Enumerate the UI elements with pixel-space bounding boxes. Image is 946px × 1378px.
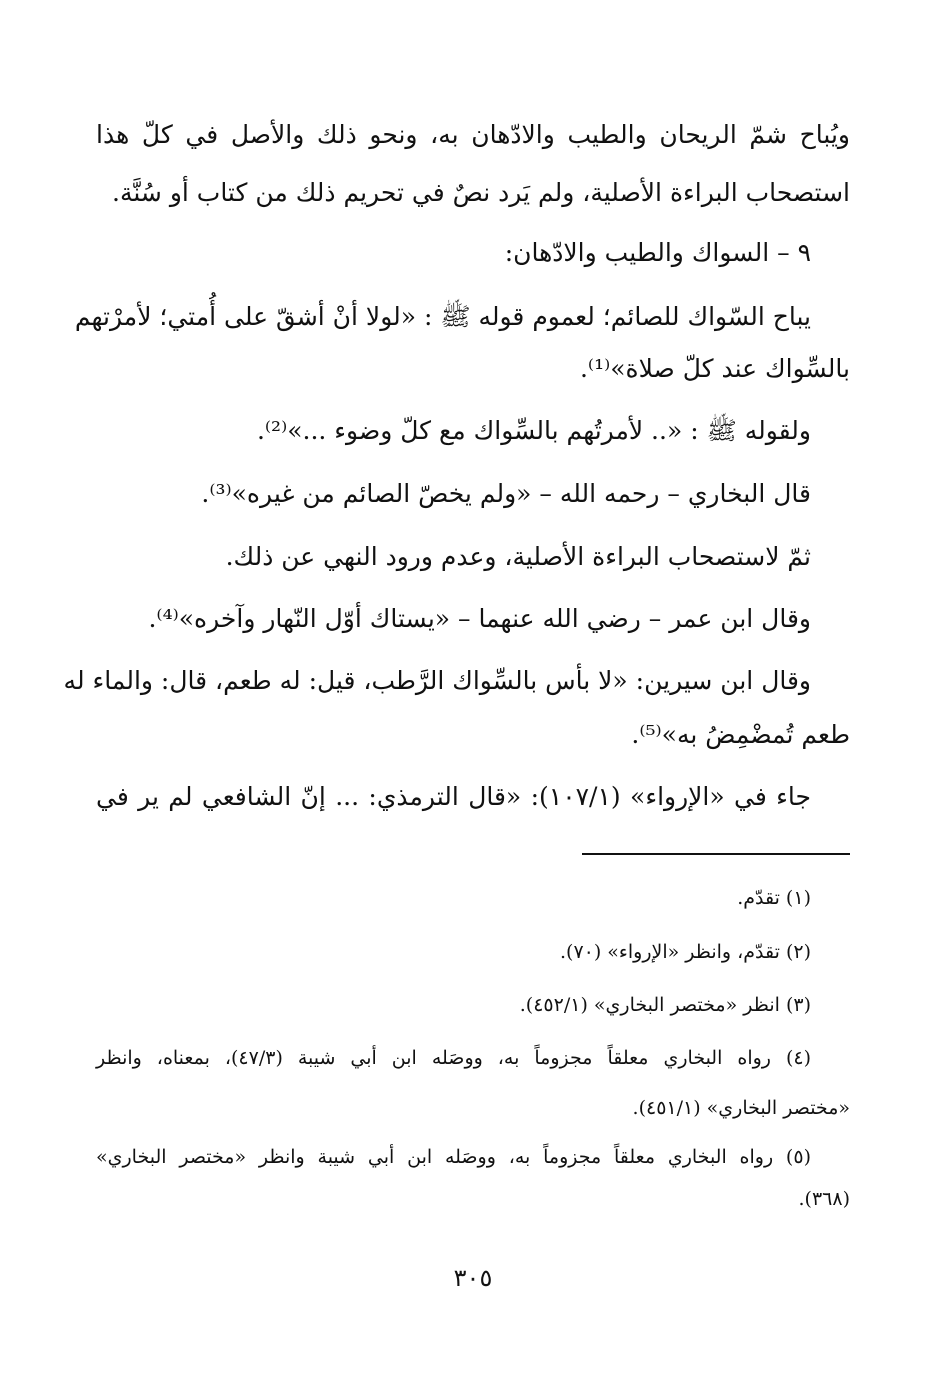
- body-line: طعم تُمضْمِضُ به»⁽⁵⁾.: [631, 720, 850, 749]
- body-line: بالسِّواك عند كلّ صلاة»⁽¹⁾.: [579, 354, 850, 383]
- body-line: قال البخاري – رحمه الله – «ولم يخصّ الصائم من غيره»⁽³⁾.: [201, 479, 811, 508]
- body-line: وقال ابن سيرين: «لا بأس بالسِّواك الرَّطب، قيل: له طعم، قال: والماء له: [63, 666, 811, 695]
- body-line: ولقوله ﷺ : «.. لأمرتُهم بالسِّواك مع كلّ وضوء ...»⁽²⁾.: [256, 416, 811, 445]
- footnote: (٤) رواه البخاري معلقاً مجزوماً به، ووصَله ابن أبي شيبة (٤٧/٣)، بمعناه، وانظر: [96, 1047, 812, 1069]
- body-line: استصحاب البراءة الأصلية، ولم يَرد نصٌ في تحريم ذلك من كتاب أو سُنَّة.: [112, 178, 850, 207]
- footnote: (٣٦٨).: [798, 1188, 850, 1210]
- footnote: (٥) رواه البخاري معلقاً مجزوماً به، ووصَله ابن أبي شيبة وانظر «مختصر البخاري»: [96, 1146, 811, 1168]
- footnote-divider: [582, 853, 850, 855]
- body-line: ثمّ لاستصحاب البراءة الأصلية، وعدم ورود النهي عن ذلك.: [225, 542, 811, 571]
- footnote: «مختصر البخاري» (٤٥١/١).: [632, 1097, 850, 1119]
- body-line: ويُباح شمّ الريحان والطيب والادّهان به، ونحو ذلك والأصل في كلّ هذا: [96, 120, 850, 149]
- section-heading: ٩ – السواك والطيب والادّهان:: [504, 238, 811, 267]
- footnote: (٢) تقدّم، وانظر «الإرواء» (٧٠).: [559, 941, 811, 963]
- page-number: ٣٠٥: [453, 1264, 493, 1292]
- body-line: جاء في «الإرواء» (١٠٧/١): «قال الترمذي: ... إنّ الشافعي لم ير في: [96, 782, 811, 811]
- body-line: وقال ابن عمر – رضي الله عنهما – «يستاك أوّل النّهار وآخره»⁽⁴⁾.: [148, 604, 811, 633]
- footnote: (١) تقدّم.: [737, 887, 811, 909]
- body-line: يباح السّواك للصائم؛ لعموم قوله ﷺ : «لولا أنْ أشقّ على أُمتي؛ لأمرْتهم: [74, 302, 811, 331]
- footnote: (٣) انظر «مختصر البخاري» (٤٥٢/١).: [519, 994, 811, 1016]
